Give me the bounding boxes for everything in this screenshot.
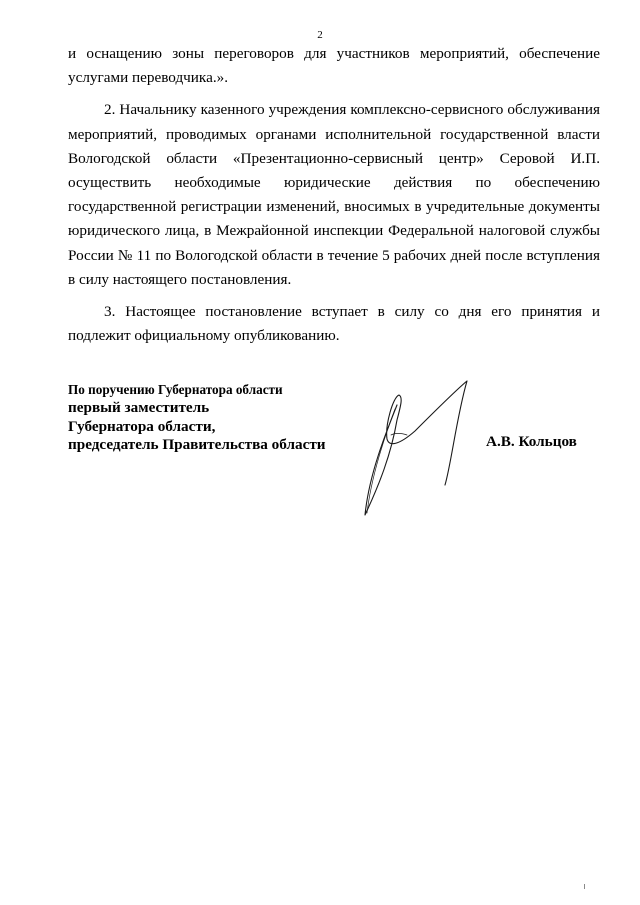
signer-name: А.В. Кольцов <box>486 433 577 450</box>
paragraph-continuation: и оснащению зоны переговоров для участников мероприятий, обеспечение услугами переводчика.». <box>68 45 600 87</box>
signature-block <box>68 381 368 455</box>
signer-title-line-3: председатель Правительства области <box>68 436 326 453</box>
paragraph-item-3: 3. Настоящее постановление вступает в силу со дня его принятия и подлежит официальному опубликованию. <box>68 303 600 345</box>
signature-on-behalf: По поручению Губернатора области <box>68 382 283 397</box>
paragraph-item-2: 2. Начальнику казенного учреждения комплексно-сервисного обслуживания мероприятий, проводимых органами исполнительной государственной власти Вологодской области «Презентационно-сервисный центр» Серовой И.П. осуществить необходимые юридические действия по обеспечению государственной регистрации изменений, вносимых в учредительные документы юридического лица, в Межрайонной инспекции Федеральной налоговой службы России № 11 по Вологодской области в течение 5 рабочих дней после вступления в силу настоящего постановления. <box>68 101 600 288</box>
page-number: 2 <box>317 29 323 41</box>
signer-title-line-2: Губернатора области, <box>68 417 216 435</box>
handwritten-signature <box>355 375 485 525</box>
scan-speck <box>584 884 585 889</box>
document-body <box>68 42 600 348</box>
signer-title-line-1: первый заместитель <box>68 399 210 416</box>
